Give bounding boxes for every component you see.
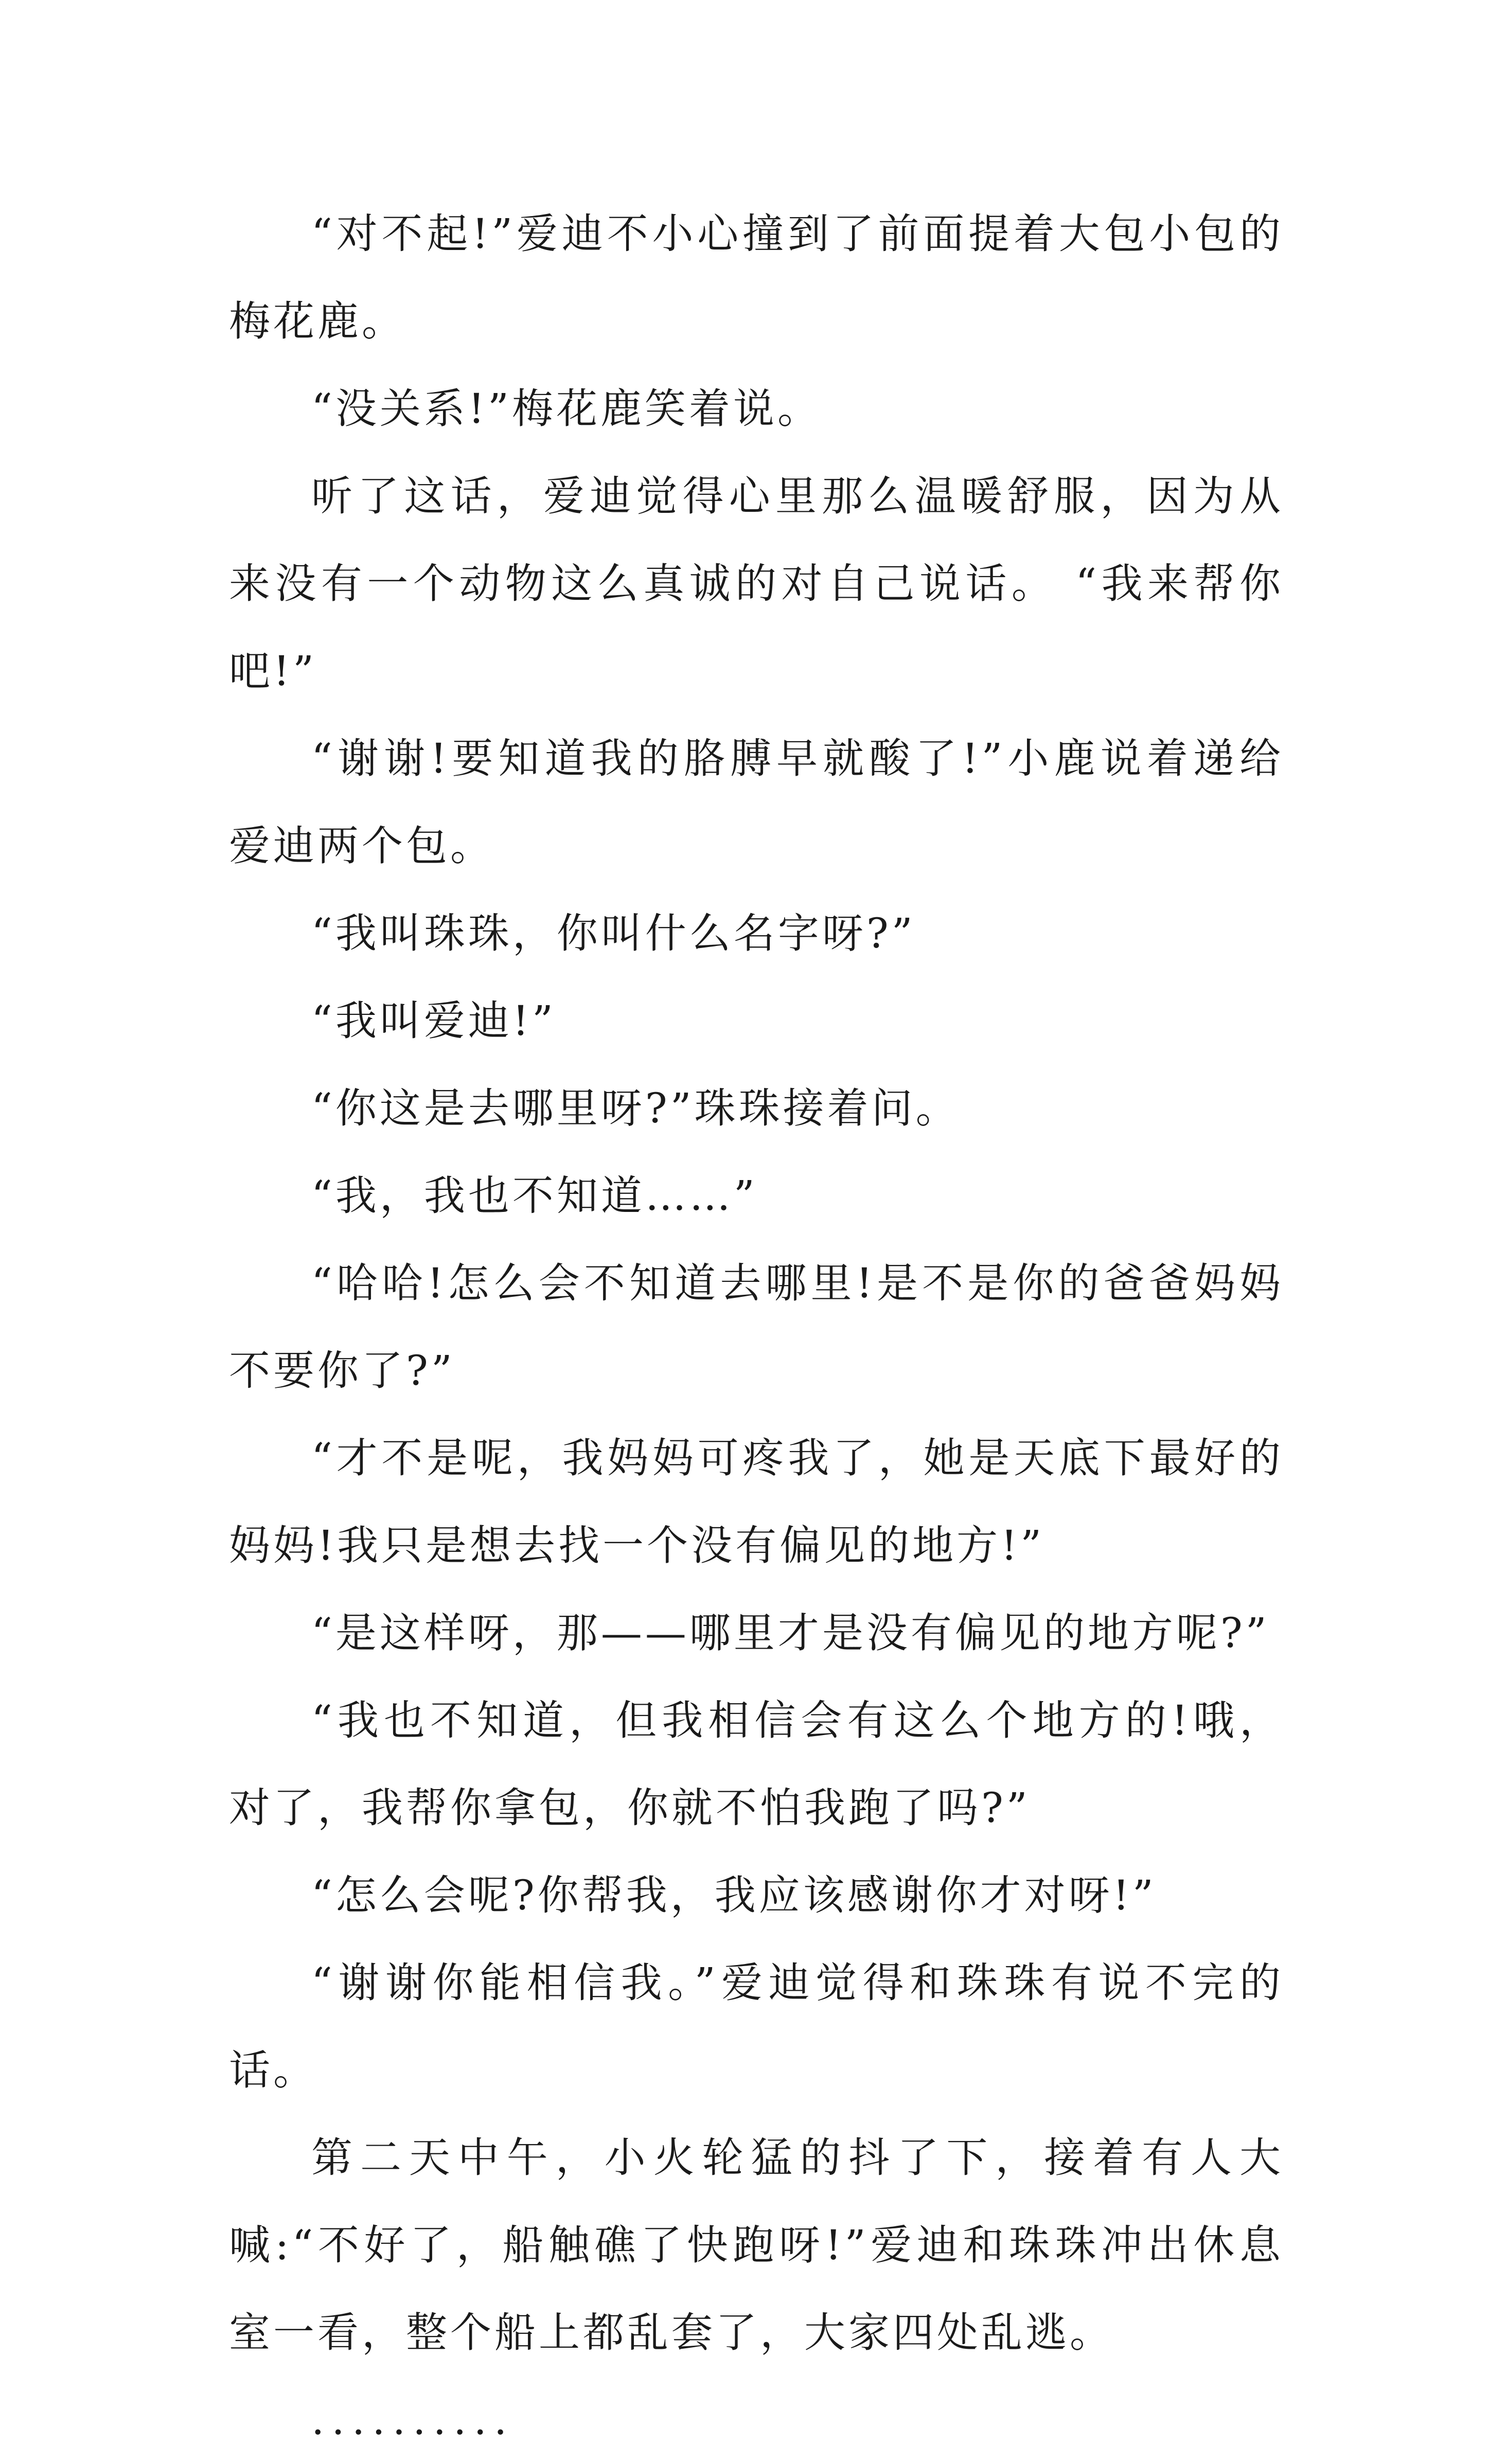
paragraph: “谢谢你能相信我。”爱迪觉得和珠珠有说不完的话。 [229, 1959, 1284, 2094]
paragraph: 第二天中午，小火轮猛的抖了下，接着有人大喊:“不好了，船触礁了快跑呀!”爱迪和珠珠冲出休息室一看，整个船上都乱套了，大家四处乱逃。 [229, 2134, 1284, 2356]
paragraph: “我叫珠珠，你叫什么名字呀?” [311, 909, 916, 957]
paragraph: “我叫爱迪!” [311, 997, 556, 1045]
paragraph: “没关系!”梅花鹿笑着说。 [311, 385, 822, 433]
story-text-body [229, 190, 1284, 2464]
ellipsis-paragraph: .......... [311, 2396, 515, 2444]
paragraph: 听了这话，爱迪觉得心里那么温暖舒服，因为从来没有一个动物这么真诚的对自己说话。 “我来帮你吧!” [229, 472, 1284, 695]
paragraph: “哈哈!怎么会不知道去哪里!是不是你的爸爸妈妈不要你了?” [229, 1259, 1284, 1395]
paragraph: “对不起!”爱迪不小心撞到了前面提着大包小包的梅花鹿。 [229, 210, 1284, 345]
paragraph: “怎么会呢?你帮我，我应该感谢你才对呀!” [311, 1871, 1157, 1919]
paragraph: “我也不知道，但我相信会有这么个地方的!哦，对了，我帮你拿包，你就不怕我跑了吗?” [229, 1697, 1284, 1832]
paragraph: “是这样呀，那——哪里才是没有偏见的地方呢?” [311, 1609, 1270, 1657]
paragraph: “谢谢!要知道我的胳膊早就酸了!”小鹿说着递给爱迪两个包。 [229, 735, 1284, 870]
paragraph: “我，我也不知道……” [311, 1172, 758, 1220]
paragraph: “才不是呢，我妈妈可疼我了，她是天底下最好的妈妈!我只是想去找一个没有偏见的地方!” [229, 1434, 1284, 1569]
paragraph: “你这是去哪里呀?”珠珠接着问。 [311, 1084, 960, 1132]
